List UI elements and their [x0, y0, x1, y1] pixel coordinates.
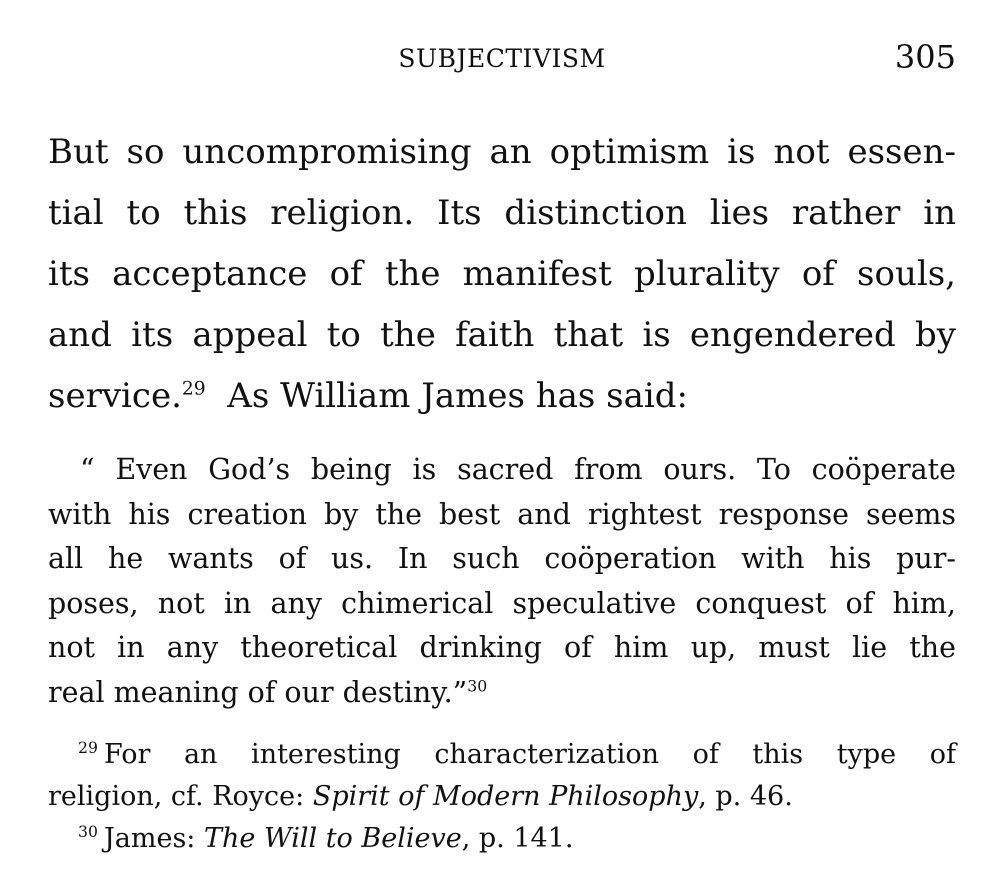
running-head	[48, 38, 956, 78]
book-title: The Will to Believe	[203, 823, 462, 854]
footnote-reference-29: 29	[181, 378, 206, 400]
quote-line: “ Even God’s being is sacred from ours. To coöperate	[80, 453, 956, 486]
quote-text: real meaning of our destiny.”	[48, 675, 468, 709]
paragraph-line: its acceptance of the manifest plurality of souls,	[48, 254, 956, 294]
quote-line: not in any theoretical drinking of him up, must lie the	[48, 631, 956, 664]
paragraph-line: and its appeal to the faith that is engendered by	[48, 315, 956, 355]
footnote-text: , p. 46.	[698, 781, 793, 812]
footnote-30-line	[48, 818, 956, 860]
paragraph-line	[48, 366, 956, 427]
footnote-text: religion, cf. Royce:	[48, 781, 313, 812]
quote-line: with his creation by the best and rightest response seems	[48, 497, 956, 531]
running-title: SUBJECTIVISM	[398, 44, 606, 73]
paragraph-text: As William James has said:	[205, 376, 688, 416]
book-title: Spirit of Modern Philosophy	[312, 781, 699, 812]
footnote-29-line	[48, 776, 956, 818]
block-quote	[48, 448, 956, 715]
footnote-reference-30: 30	[467, 676, 488, 695]
quote-line: poses, not in any chimerical speculative conquest of him,	[48, 586, 956, 620]
quote-line: all he wants of us. In such coöperation with his pur-	[48, 542, 956, 575]
quote-line	[48, 671, 956, 716]
footnote-text: , p. 141.	[461, 823, 574, 854]
page-number: 305	[894, 38, 956, 76]
paragraph-text: service.	[48, 376, 182, 416]
paragraph-line: tial to this religion. Its distinction lies rather in	[48, 193, 956, 233]
footnote-text: For an interesting characterization of this type of	[103, 739, 956, 770]
footnote-29-line	[48, 734, 956, 776]
footnote-marker-29: 29	[78, 738, 98, 757]
paragraph-line: But so uncompromising an optimism is not essen-	[48, 132, 956, 172]
main-paragraph	[48, 122, 956, 427]
footnote-marker-30: 30	[78, 822, 98, 841]
footnotes	[48, 734, 956, 860]
footnote-text: James:	[103, 823, 204, 854]
